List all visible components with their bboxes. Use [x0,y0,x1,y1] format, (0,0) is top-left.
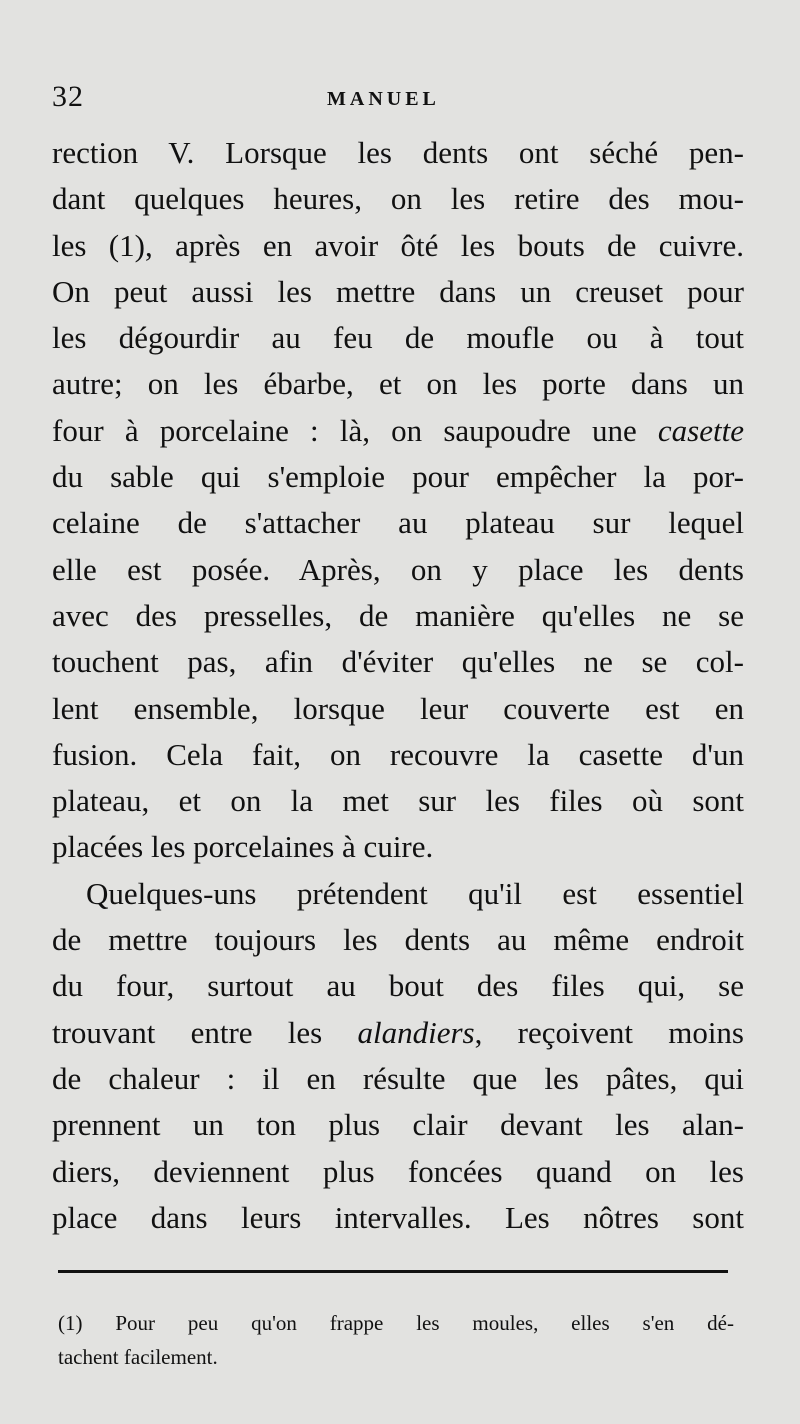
text-line: fusion. Cela fait, on recouvre la casette d'un [52,736,744,772]
text-line: avec des presselles, de manière qu'elles ne se [52,597,744,633]
text-line: touchent pas, afin d'éviter qu'elles ne se col- [52,644,744,680]
page-number: 32 [52,80,84,113]
text-line: On peut aussi les mettre dans un creuset pour [52,273,744,309]
paragraph-2 [52,871,744,1241]
text-line: lent ensemble, lorsque leur couverte est en [52,690,744,726]
text-line: de mettre toujours les dents au même endroit [52,922,744,958]
text-line: les dégourdir au feu de moufle ou à tout [52,320,744,356]
text-line: diers, deviennent plus foncées quand on les [52,1153,744,1189]
text-line: du four, surtout au bout des files qui, se [52,968,744,1004]
text-line: prennent un ton plus clair devant les alan- [52,1107,744,1143]
text-line: celaine de s'attacher au plateau sur lequel [52,505,744,541]
text-line: four à porcelaine : là, on saupoudre une casette [52,412,744,448]
footnote-line: tachent facilement. [58,1345,218,1369]
running-head: MANUEL [327,88,440,110]
text-line: placées les porcelaines à cuire. [52,829,434,865]
page-header [52,80,752,116]
text-line: de chaleur : il en résulte que les pâtes, qui [52,1060,744,1096]
text-line: plateau, et on la met sur les files où sont [52,783,744,819]
text-line: rection V. Lorsque les dents ont séché pen- [52,135,744,170]
footnote-line: (1) Pour peu qu'on frappe les moules, elles s'en dé- [58,1311,734,1335]
text-line: elle est posée. Après, on y place les dents [52,551,744,587]
text-line: autre; on les ébarbe, et on les porte dans un [52,366,744,402]
text-line: place dans leurs intervalles. Les nôtres sont [52,1199,744,1235]
text-line: trouvant entre les alandiers, reçoivent moins [52,1014,744,1050]
text-line: Quelques-uns prétendent qu'il est essentiel [86,875,744,911]
body-text [52,130,744,1241]
footnote [58,1306,734,1374]
text-line: les (1), après en avoir ôté les bouts de cuivre. [52,227,744,263]
paragraph-1 [52,130,744,871]
text-line: du sable qui s'emploie pour empêcher la por- [52,459,744,495]
footnote-rule [58,1270,728,1273]
text-line: dant quelques heures, on les retire des mou- [52,181,744,217]
